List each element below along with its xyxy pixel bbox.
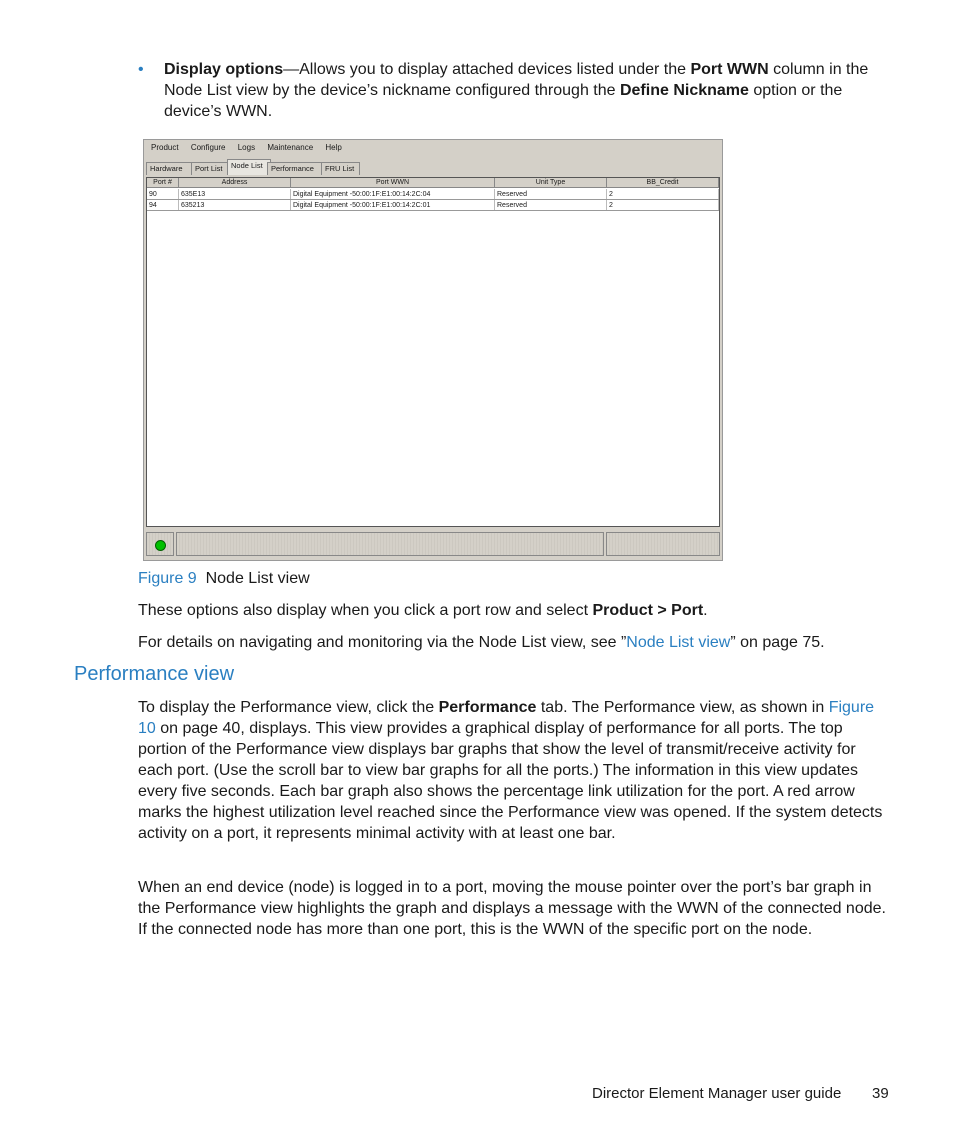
- cell-address: 635E13: [179, 189, 291, 200]
- bullet-bold-define-nickname: Define Nickname: [619, 82, 749, 99]
- status-led-pane: [146, 532, 174, 556]
- cell-address: 635213: [179, 200, 291, 211]
- bullet-text: [164, 59, 888, 122]
- cell-port: 94: [147, 200, 179, 211]
- figure-10-link[interactable]: Figure 10: [138, 699, 875, 737]
- paragraph-performance-view: [138, 697, 888, 844]
- cell-bb-credit: 2: [607, 200, 719, 211]
- status-pane-main: [176, 532, 604, 556]
- column-header-address[interactable]: Address: [179, 178, 291, 188]
- cell-unit-type: Reserved: [495, 200, 607, 211]
- bullet-text-3: option or the device’s WWN.: [164, 82, 843, 120]
- footer-title: Director Element Manager user guide: [592, 1085, 842, 1102]
- para3-text-2: tab. The Performance view, as shown in: [536, 699, 829, 716]
- performance-bold: Performance: [438, 699, 537, 716]
- column-header-unit-type[interactable]: Unit Type: [495, 178, 607, 188]
- para1-text-1: These options also display when you click a port row and select: [138, 602, 593, 619]
- para3-text-3: on page 40, displays. This view provides a graphical display of performance for all ports. The top portion of the Performance view displays bar graphs that show the level of transmit/receive activity for each port. (Use the scroll bar to view bar graphs for all the ports.) The information in this view updates every five seconds. Each bar graph also shows the percentage link utilization for the port. A red arrow marks the highest utilization level reached since the Performance view was opened. If the system detects activity on a port, it represents minimal activity with at least one bar.: [138, 720, 883, 842]
- page-number: 39: [872, 1085, 889, 1102]
- cell-unit-type: Reserved: [495, 189, 607, 200]
- column-header-bb-credit[interactable]: BB_Credit: [607, 178, 719, 188]
- status-bar: [146, 532, 720, 558]
- bullet-bold-port-wwn: Port WWN: [690, 61, 769, 78]
- node-list-screenshot: [143, 139, 723, 561]
- figure-caption-text: Node List view: [205, 570, 310, 587]
- bullet-item: [138, 59, 888, 122]
- section-heading: Performance view: [74, 663, 235, 685]
- tab-node-list[interactable]: Node List: [227, 159, 271, 175]
- status-led-icon: [155, 540, 166, 551]
- menu-help[interactable]: Help: [325, 143, 342, 152]
- figure-label: Figure 9: [138, 570, 197, 587]
- menu-bar: [146, 143, 347, 157]
- cell-port-wwn: Digital Equipment -50:00:1F:E1:00:14:2C:01: [291, 200, 495, 211]
- bullet-dot: •: [138, 61, 144, 78]
- para1-text-2: .: [703, 602, 708, 619]
- node-list-table: [146, 177, 720, 527]
- row-divider: [147, 210, 719, 211]
- paragraph-product-port: [138, 600, 708, 621]
- node-list-view-link[interactable]: Node List view: [626, 634, 731, 651]
- para2-text-2: ” on page 75.: [730, 634, 825, 651]
- figure-caption: [138, 568, 310, 589]
- para3-text-1: To display the Performance view, click the: [138, 699, 439, 716]
- cell-port: 90: [147, 189, 179, 200]
- bullet-term: Display options: [164, 61, 284, 78]
- tab-hardware[interactable]: Hardware: [146, 162, 194, 175]
- menu-configure[interactable]: Configure: [190, 143, 226, 152]
- cell-port-wwn: Digital Equipment -50:00:1F:E1:00:14:2C:04: [291, 189, 495, 200]
- paragraph-node-list-ref: [138, 632, 825, 653]
- para2-text-1: For details on navigating and monitoring via the Node List view, see ”: [138, 634, 627, 651]
- tab-port-list[interactable]: Port List: [191, 162, 232, 175]
- column-header-port[interactable]: Port #: [147, 178, 179, 188]
- bullet-text-1: —Allows you to display attached devices listed under the: [283, 61, 691, 78]
- tab-fru-list[interactable]: FRU List: [321, 162, 360, 175]
- status-pane-right: [606, 532, 720, 556]
- tab-performance[interactable]: Performance: [267, 162, 323, 175]
- column-header-port-wwn[interactable]: Port WWN: [291, 178, 495, 188]
- menu-logs[interactable]: Logs: [237, 143, 256, 152]
- bullet-text-2: column in the Node List view by the device’s nickname configured through the: [164, 61, 869, 99]
- menu-product[interactable]: Product: [151, 143, 179, 152]
- menu-maintenance[interactable]: Maintenance: [267, 143, 314, 152]
- cell-bb-credit: 2: [607, 189, 719, 200]
- paragraph-end-device: When an end device (node) is logged in to a port, moving the mouse pointer over the port’s bar graph in the Performance view highlights the graph and displays a message with the WWN of the connected node. If the connected node has more than one port, this is the WWN of the specific port on the node.: [138, 879, 886, 938]
- product-port-bold: Product > Port: [592, 602, 704, 619]
